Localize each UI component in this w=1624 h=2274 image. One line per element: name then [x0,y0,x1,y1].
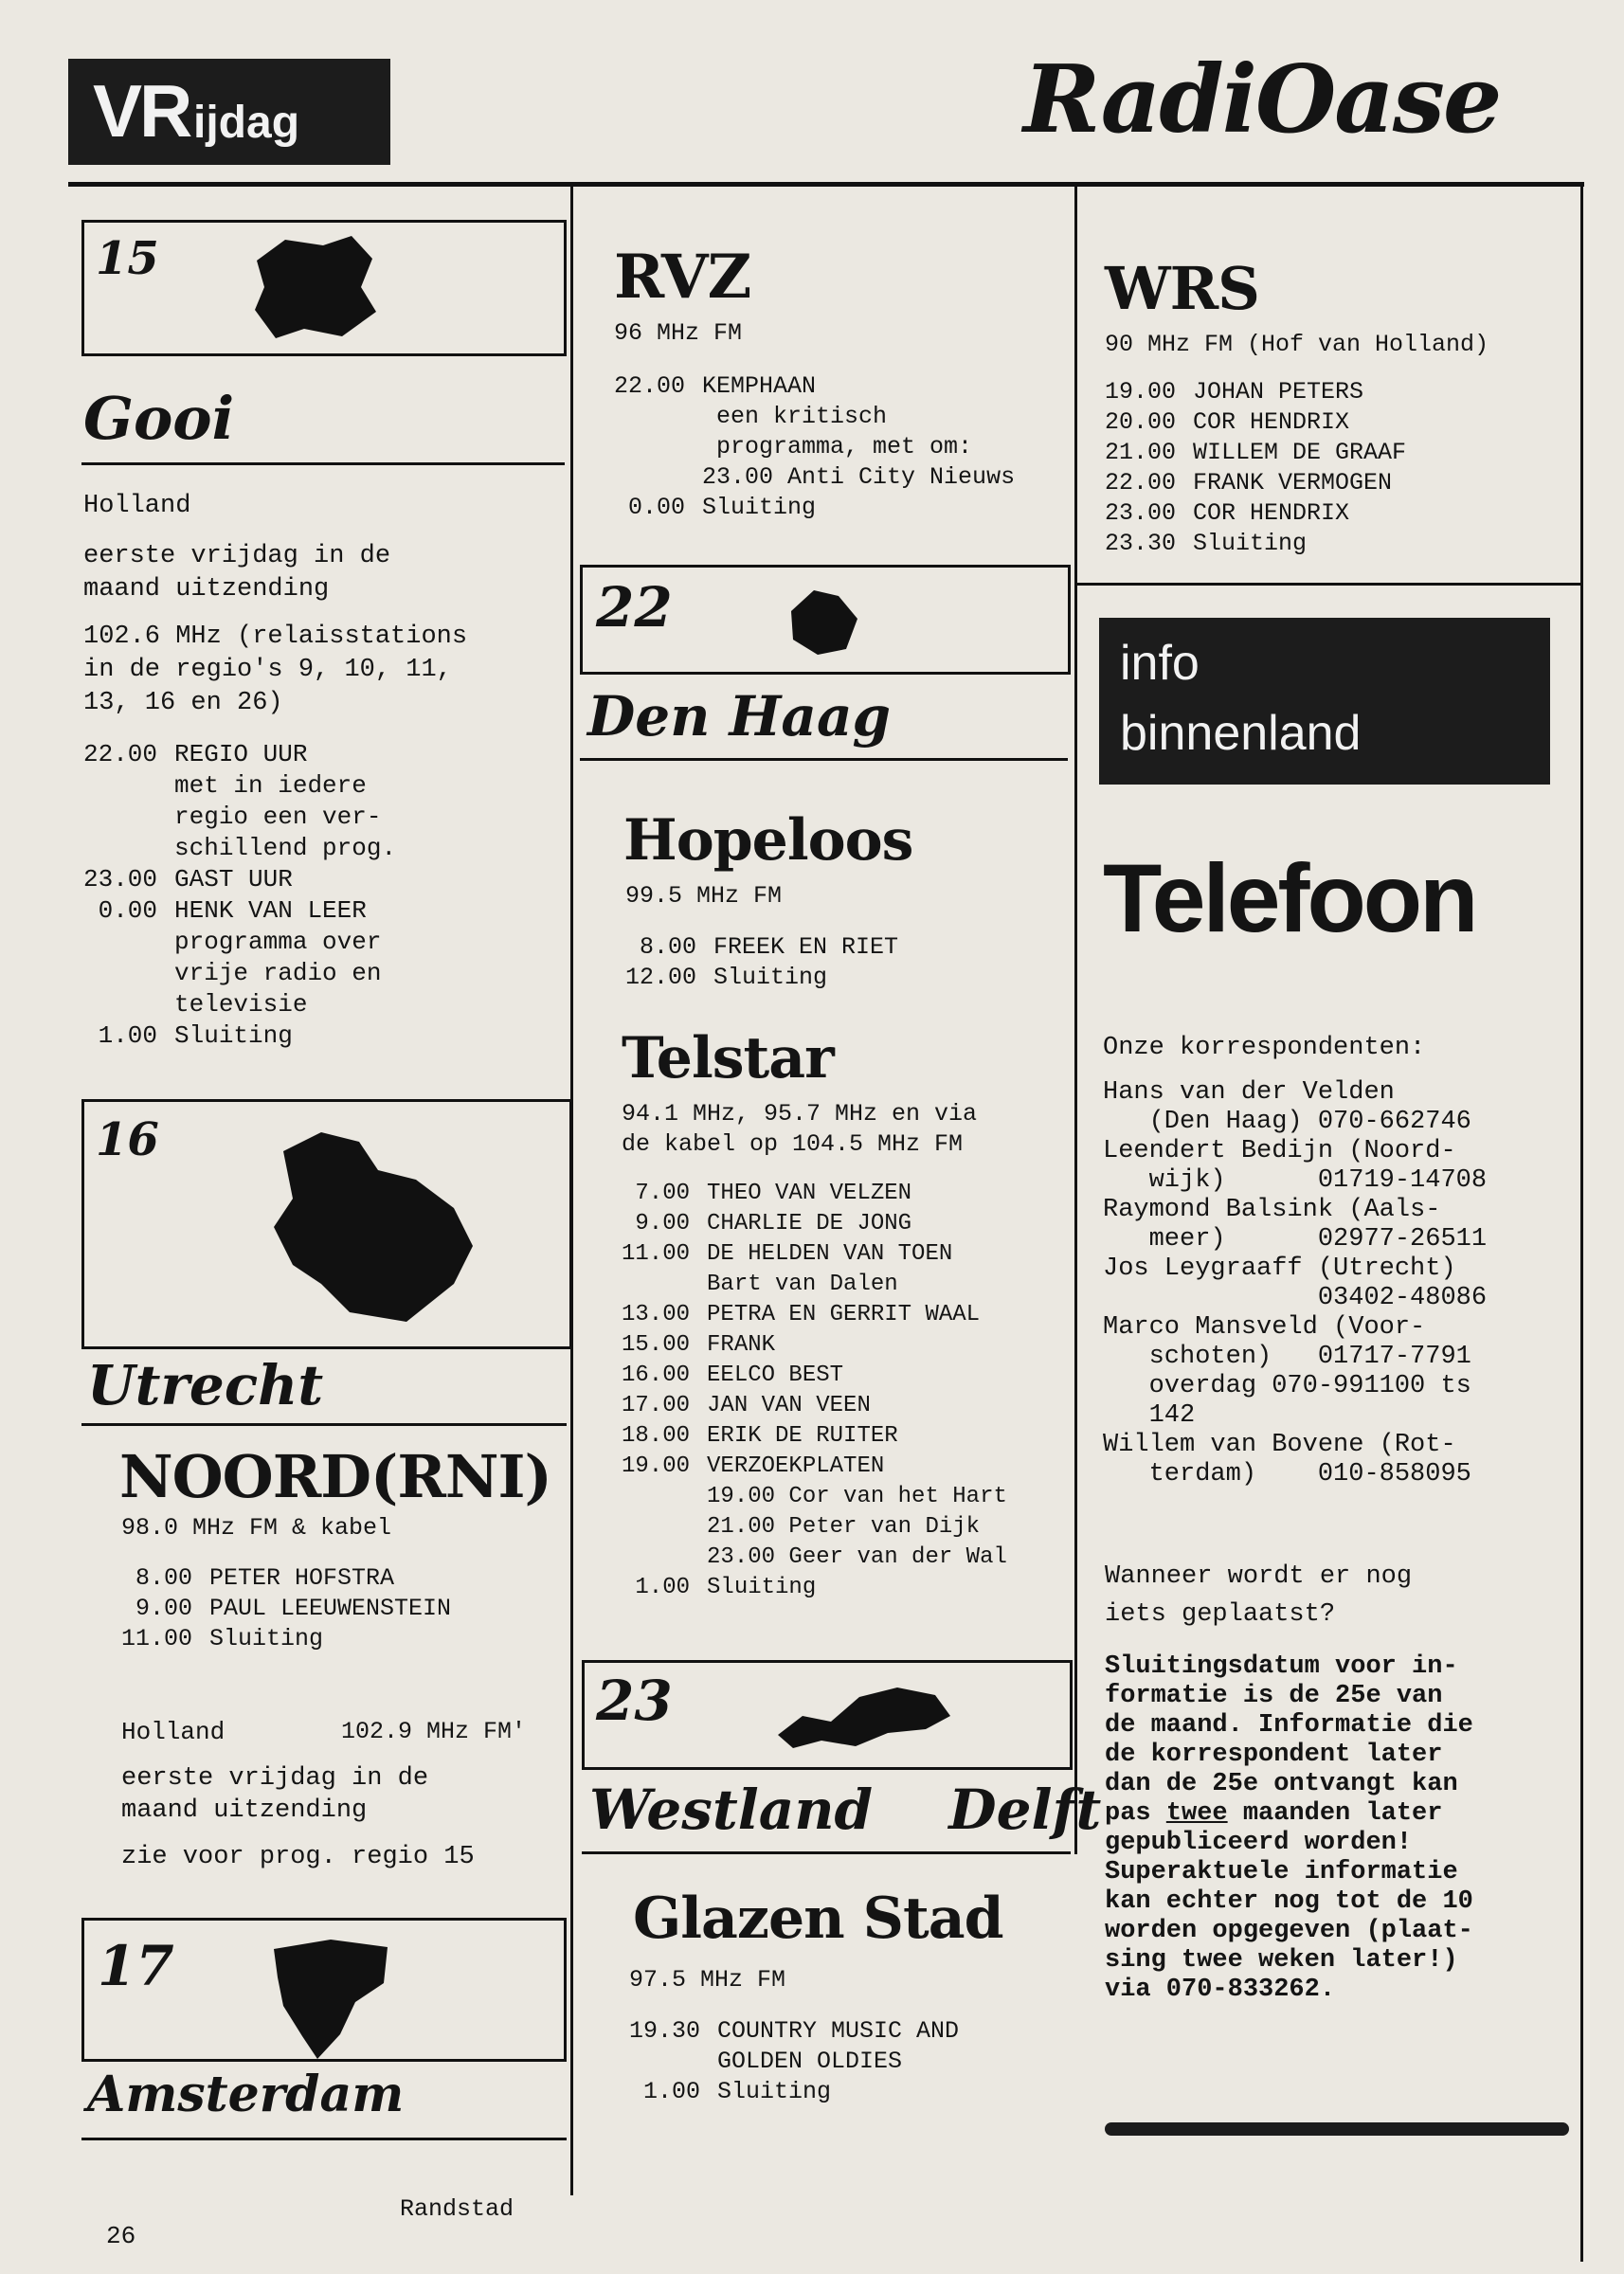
schedule-time: 19.30 [629,2017,701,2045]
schedule-time [622,1543,690,1573]
holland-2-note: eerste vrijdag in de maand uitzending [121,1764,429,1825]
schedule-show: FRANK [707,1332,776,1358]
region-23-name: Westland Delft [589,1778,1102,1842]
schedule-show: Sluiting [174,1021,293,1050]
schedule-time: 22.00 [83,740,158,768]
region-16-name: Utrecht [87,1353,324,1417]
schedule-time: 1.00 [635,1575,691,1600]
schedule-time: 8.00 [135,1564,193,1592]
schedule-time: 7.00 [635,1181,691,1206]
region-23-number: 23 [596,1669,673,1733]
day-banner [68,59,390,165]
region-22-box [580,565,1071,675]
region-17-number: 17 [98,1934,174,1998]
schedule-time [622,1512,690,1543]
wrs-schedule [1105,377,1406,559]
schedule-time: 1.00 [643,2078,701,2105]
region-15-name: Gooi [83,384,235,453]
schedule-show: COR HENDRIX [1193,408,1350,436]
schedule-show: COR HENDRIX [1193,499,1350,527]
region-16-number: 16 [96,1113,159,1166]
schedule-show: WILLEM DE GRAAF [1193,439,1407,466]
schedule-show: THEO VAN VELZEN [707,1181,912,1206]
schedule-time: 9.00 [135,1595,193,1622]
schedule-show: VERZOEKPLATEN [707,1453,885,1479]
schedule-show: 23.00 Anti City Nieuws [702,463,1016,491]
deadline-emphasis: twee [1165,1799,1228,1828]
region-17-box [81,1918,567,2062]
glazen-schedule [629,2016,959,2107]
schedule-show: ERIK DE RUITER [707,1423,898,1449]
station-wrs: WRS [1105,254,1259,323]
schedule-show: COUNTRY MUSIC AND GOLDEN OLDIES [717,2017,960,2075]
correspondents-list: Hans van der Velden (Den Haag) 070-662746 Leendert Bedijn (Noord- wijk) 01719-14708 Raymond Balsink (Aals- meer) 02977-26511 Jos Leygraaff (Utrecht) 03402-48086 Marco Mansveld (Voor- schoten) 01717-7791 overdag 070-991100 ts 142 Willem van Bovene (Rot- terdam) 010-858095 [1103,1078,1488,1489]
schedule-show: Sluiting [707,1575,817,1600]
schedule-show: JAN VAN VEEN [707,1393,871,1418]
page-right-rule [1580,187,1583,2262]
schedule-show: FREEK EN RIET [713,933,899,961]
schedule-show: REGIO UUR met in iedere regio een ver- schillend prog. [174,740,397,862]
schedule-time: 22.00 [1105,469,1177,496]
hopeloos-frequency: 99.5 MHz FM [625,882,783,910]
region-23-box [582,1660,1073,1770]
schedule-time: 8.00 [640,933,697,961]
schedule-show: Sluiting [702,494,817,521]
schedule-time: 0.00 [628,494,686,521]
schedule-time: 11.00 [622,1241,691,1267]
schedule-show: PETRA EN GERRIT WAAL [707,1302,981,1327]
day-rest: ijdag [193,98,300,148]
region-17-rule [81,2138,567,2140]
schedule-show: CHARLIE DE JONG [707,1211,912,1236]
question-heading: Wanneer wordt er nog iets geplaatst? [1105,1562,1413,1629]
station-hopeloos: Hopeloos [623,807,913,874]
schedule-time: 22.00 [614,372,686,400]
station-noord-rni: NOORD(RNI) [119,1442,551,1511]
region-15-rule [81,462,565,465]
schedule-time: 0.00 [98,896,158,925]
region-22-name: Den Haag [587,684,892,749]
info-line-2: binnenland [1120,706,1362,761]
holland-schedule [83,739,396,1052]
schedule-time: 15.00 [622,1332,691,1358]
day-prefix: VR [93,69,190,153]
deadline-text-a: Sluitingsdatum voor in- formatie is de 25e van de maand. Informatie die de korrespondent later dan de 25e ontvangt kan pas [1105,1652,1473,1828]
region-15-map-icon [247,232,380,341]
station-holland-label: Holland [83,492,191,520]
schedule-show: 21.00 Peter van Dijk [707,1514,981,1540]
region-23-map-icon [774,1678,954,1754]
wrs-rule [1074,583,1580,586]
schedule-show: PETER HOFSTRA [209,1564,395,1592]
region-15-number: 15 [96,232,159,285]
deadline-text-b: maanden later gepubliceerd worden! Superaktuele informatie kan echter nog tot de 10 worden opgegeven (plaat- sing twee weken later!) via 070-833262. [1105,1799,1473,2004]
region-17-name: Amsterdam [87,2066,405,2123]
holland-note: eerste vrijdag in de maand uitzending [83,542,391,604]
schedule-show: Sluiting [717,2078,832,2105]
schedule-time: 11.00 [121,1625,193,1652]
region-23-rule [582,1851,1071,1854]
schedule-time: 19.00 [1105,378,1177,406]
station-glazen-stad: Glazen Stad [633,1886,1003,1952]
schedule-time: 9.00 [635,1211,691,1236]
holland-2-label: Holland [121,1718,226,1746]
station-rvz: RVZ [614,242,751,313]
schedule-time [622,1482,690,1512]
glazen-frequency: 97.5 MHz FM [629,1966,786,1994]
hopeloos-schedule [625,932,898,993]
schedule-time: 13.00 [622,1302,691,1327]
telefoon-heading: Telefoon [1103,844,1476,952]
telstar-schedule [622,1179,1007,1603]
schedule-show: GAST UUR [174,865,293,893]
region-22-rule [580,758,1068,761]
magazine-logo: RadiOase [1023,45,1501,154]
region-22-map-icon [785,587,861,659]
noord-schedule [121,1563,451,1654]
schedule-time: 1.00 [98,1021,158,1050]
holland-2-frequency: 102.9 MHz FM' [341,1718,527,1745]
wrs-frequency: 90 MHz FM (Hof van Holland) [1105,331,1489,358]
info-banner [1099,618,1550,785]
deadline-info [1105,1652,1473,2005]
schedule-show: JOHAN PETERS [1193,378,1364,406]
schedule-show: EELCO BEST [707,1363,844,1388]
schedule-time [614,462,685,493]
schedule-time: 18.00 [622,1423,691,1449]
schedule-show: 19.00 Cor van het Hart [707,1484,1007,1509]
schedule-show: DE HELDEN VAN TOEN Bart van Dalen [707,1241,953,1297]
region-16-rule [81,1423,567,1426]
schedule-show: HENK VAN LEER programma over vrije radio en televisie [174,896,382,1019]
region-15-box [81,220,567,356]
rvz-frequency: 96 MHz FM [614,319,743,347]
page-number: 26 [106,2222,136,2250]
station-telstar: Telstar [622,1025,834,1092]
region-16-map-icon [264,1123,482,1331]
schedule-show: Sluiting [209,1625,324,1652]
schedule-show: PAUL LEEUWENSTEIN [209,1595,452,1622]
holland-frequency: 102.6 MHz (relaisstations in de regio's 9, 10, 11, 13, 16 en 26) [83,623,468,717]
schedule-show: KEMPHAAN een kritisch programma, met om: [702,372,973,460]
schedule-show: 23.00 Geer van der Wal [707,1544,1007,1570]
schedule-time: 20.00 [1105,408,1177,436]
schedule-time: 19.00 [622,1453,691,1479]
rvz-schedule [614,371,1015,523]
correspondents-intro: Onze korrespondenten: [1103,1034,1426,1062]
schedule-show: Sluiting [1193,530,1308,557]
region-22-number: 22 [596,575,673,640]
column-rule-2 [1074,187,1077,1854]
info-line-1: info [1120,636,1200,691]
section-name: Randstad [400,2195,514,2223]
telstar-frequency: 94.1 MHz, 95.7 MHz en via de kabel op 104.5 MHz FM [622,1100,978,1158]
schedule-time: 23.00 [83,865,158,893]
schedule-time: 23.30 [1105,530,1177,557]
info-end-bar [1105,2122,1569,2136]
schedule-show: Sluiting [713,964,828,991]
region-17-map-icon [264,1930,397,2063]
header-rule [68,182,1584,187]
schedule-time: 16.00 [622,1363,691,1388]
schedule-time: 17.00 [622,1393,691,1418]
schedule-time: 12.00 [625,964,697,991]
region-16-box [81,1099,572,1349]
schedule-show: FRANK VERMOGEN [1193,469,1393,496]
holland-2-reference: zie voor prog. regio 15 [121,1843,475,1871]
schedule-time: 21.00 [1105,439,1177,466]
noord-frequency: 98.0 MHz FM & kabel [121,1514,392,1542]
schedule-time: 23.00 [1105,499,1177,527]
